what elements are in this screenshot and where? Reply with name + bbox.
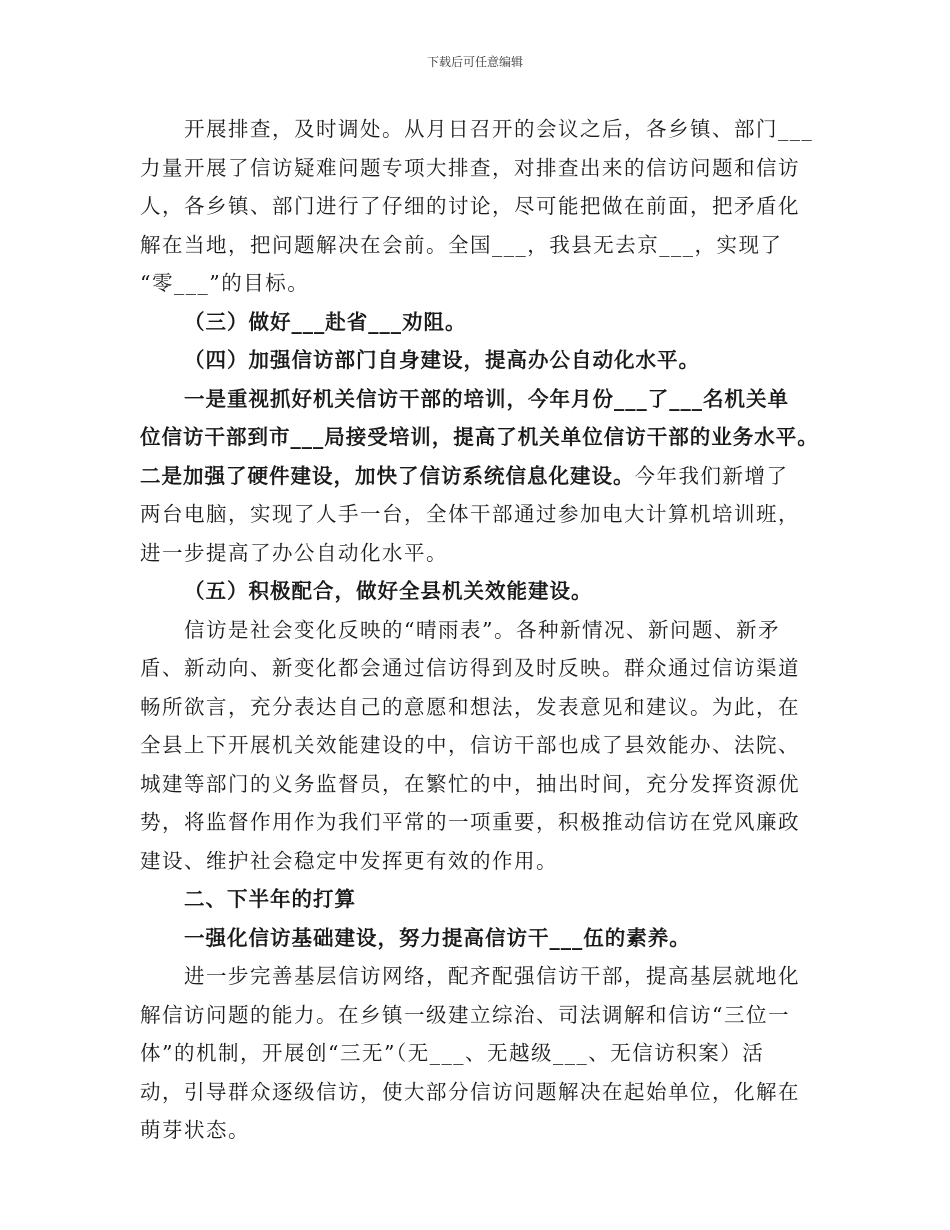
text-line-mixed bbox=[140, 457, 820, 496]
section-heading: （三）做好___赴省___劝阻。 bbox=[184, 309, 467, 334]
text-line-bold: 位信访干部到市___局接受培训，提高了机关单位信访干部的业务水平。 bbox=[140, 425, 819, 449]
text-line: 信访是社会变化反映的“晴雨表”。各种新情况、新问题、新矛 bbox=[184, 617, 780, 642]
text-line: 解在当地，把问题解决在会前。全国___，我县无去京___，实现了 bbox=[140, 232, 783, 257]
text-line-bold: 一是重视抓好机关信访干部的培训，今年月份___了___名机关单 bbox=[184, 386, 789, 411]
page-header: 下载后可任意编辑 bbox=[426, 55, 523, 69]
text-line: 畅所欲言，充分表达自己的意愿和想法，发表意见和建议。为此，在 bbox=[140, 694, 800, 719]
section-heading: 二、下半年的打算 bbox=[184, 887, 356, 911]
text-line: 盾、新动向、新变化都会通过信访得到及时反映。群众通过信访渠道 bbox=[140, 656, 800, 680]
text-line: 进一步完善基层信访网络，配齐配强信访干部，提高基层就地化 bbox=[184, 964, 800, 988]
text-line: “零___”的目标。 bbox=[140, 271, 310, 295]
section-heading: （四）加强信访部门自身建设，提高办公自动化水平。 bbox=[184, 348, 700, 372]
section-heading: 一强化信访基础建设，努力提高信访干___伍的素养。 bbox=[184, 925, 691, 950]
text-line: 进一步提高了办公自动化水平。 bbox=[140, 540, 448, 565]
document-body bbox=[140, 110, 820, 1150]
text-line: 建设、维护社会稳定中发挥更有效的作用。 bbox=[140, 848, 558, 873]
text-line: 动，引导群众逐级信访，使大部分信访问题解决在起始单位，化解在 bbox=[140, 1079, 800, 1104]
text-line: 两台电脑，实现了人手一台，全体干部通过参加电大计算机培训班， bbox=[140, 502, 800, 526]
text-line: 势，将监督作用作为我们平常的一项重要，积极推动信访在党风廉政 bbox=[140, 810, 800, 834]
text-line: 开展排查，及时调处。从月日召开的会议之后，各乡镇、部门___ bbox=[184, 117, 814, 141]
text-line: 城建等部门的义务监督员，在繁忙的中，抽出时间，充分发挥资源优 bbox=[140, 771, 800, 796]
text-line: 力量开展了信访疑难问题专项大排查，对排查出来的信访问题和信访 bbox=[140, 155, 800, 180]
text-line: 解信访问题的能力。在乡镇一级建立综治、司法调解和信访“三位一 bbox=[140, 1002, 790, 1027]
text-line: 全县上下开展机关效能建设的中，信访干部也成了县效能办、法院、 bbox=[140, 733, 800, 757]
text-line: 人，各乡镇、部门进行了仔细的讨论，尽可能把做在前面，把矛盾化 bbox=[140, 194, 800, 218]
section-heading: （五）积极配合，做好全县机关效能建设。 bbox=[184, 579, 593, 603]
text-line: 萌芽状态。 bbox=[140, 1118, 250, 1142]
text-line-normal-part: 今年我们新增了 bbox=[634, 463, 789, 488]
text-line-bold-part: 二是加强了硬件建设，加快了信访系统信息化建设。 bbox=[140, 463, 635, 488]
text-line: 体”的机制，开展创“三无”（无___、无越级___、无信访积案）活 bbox=[140, 1041, 765, 1065]
